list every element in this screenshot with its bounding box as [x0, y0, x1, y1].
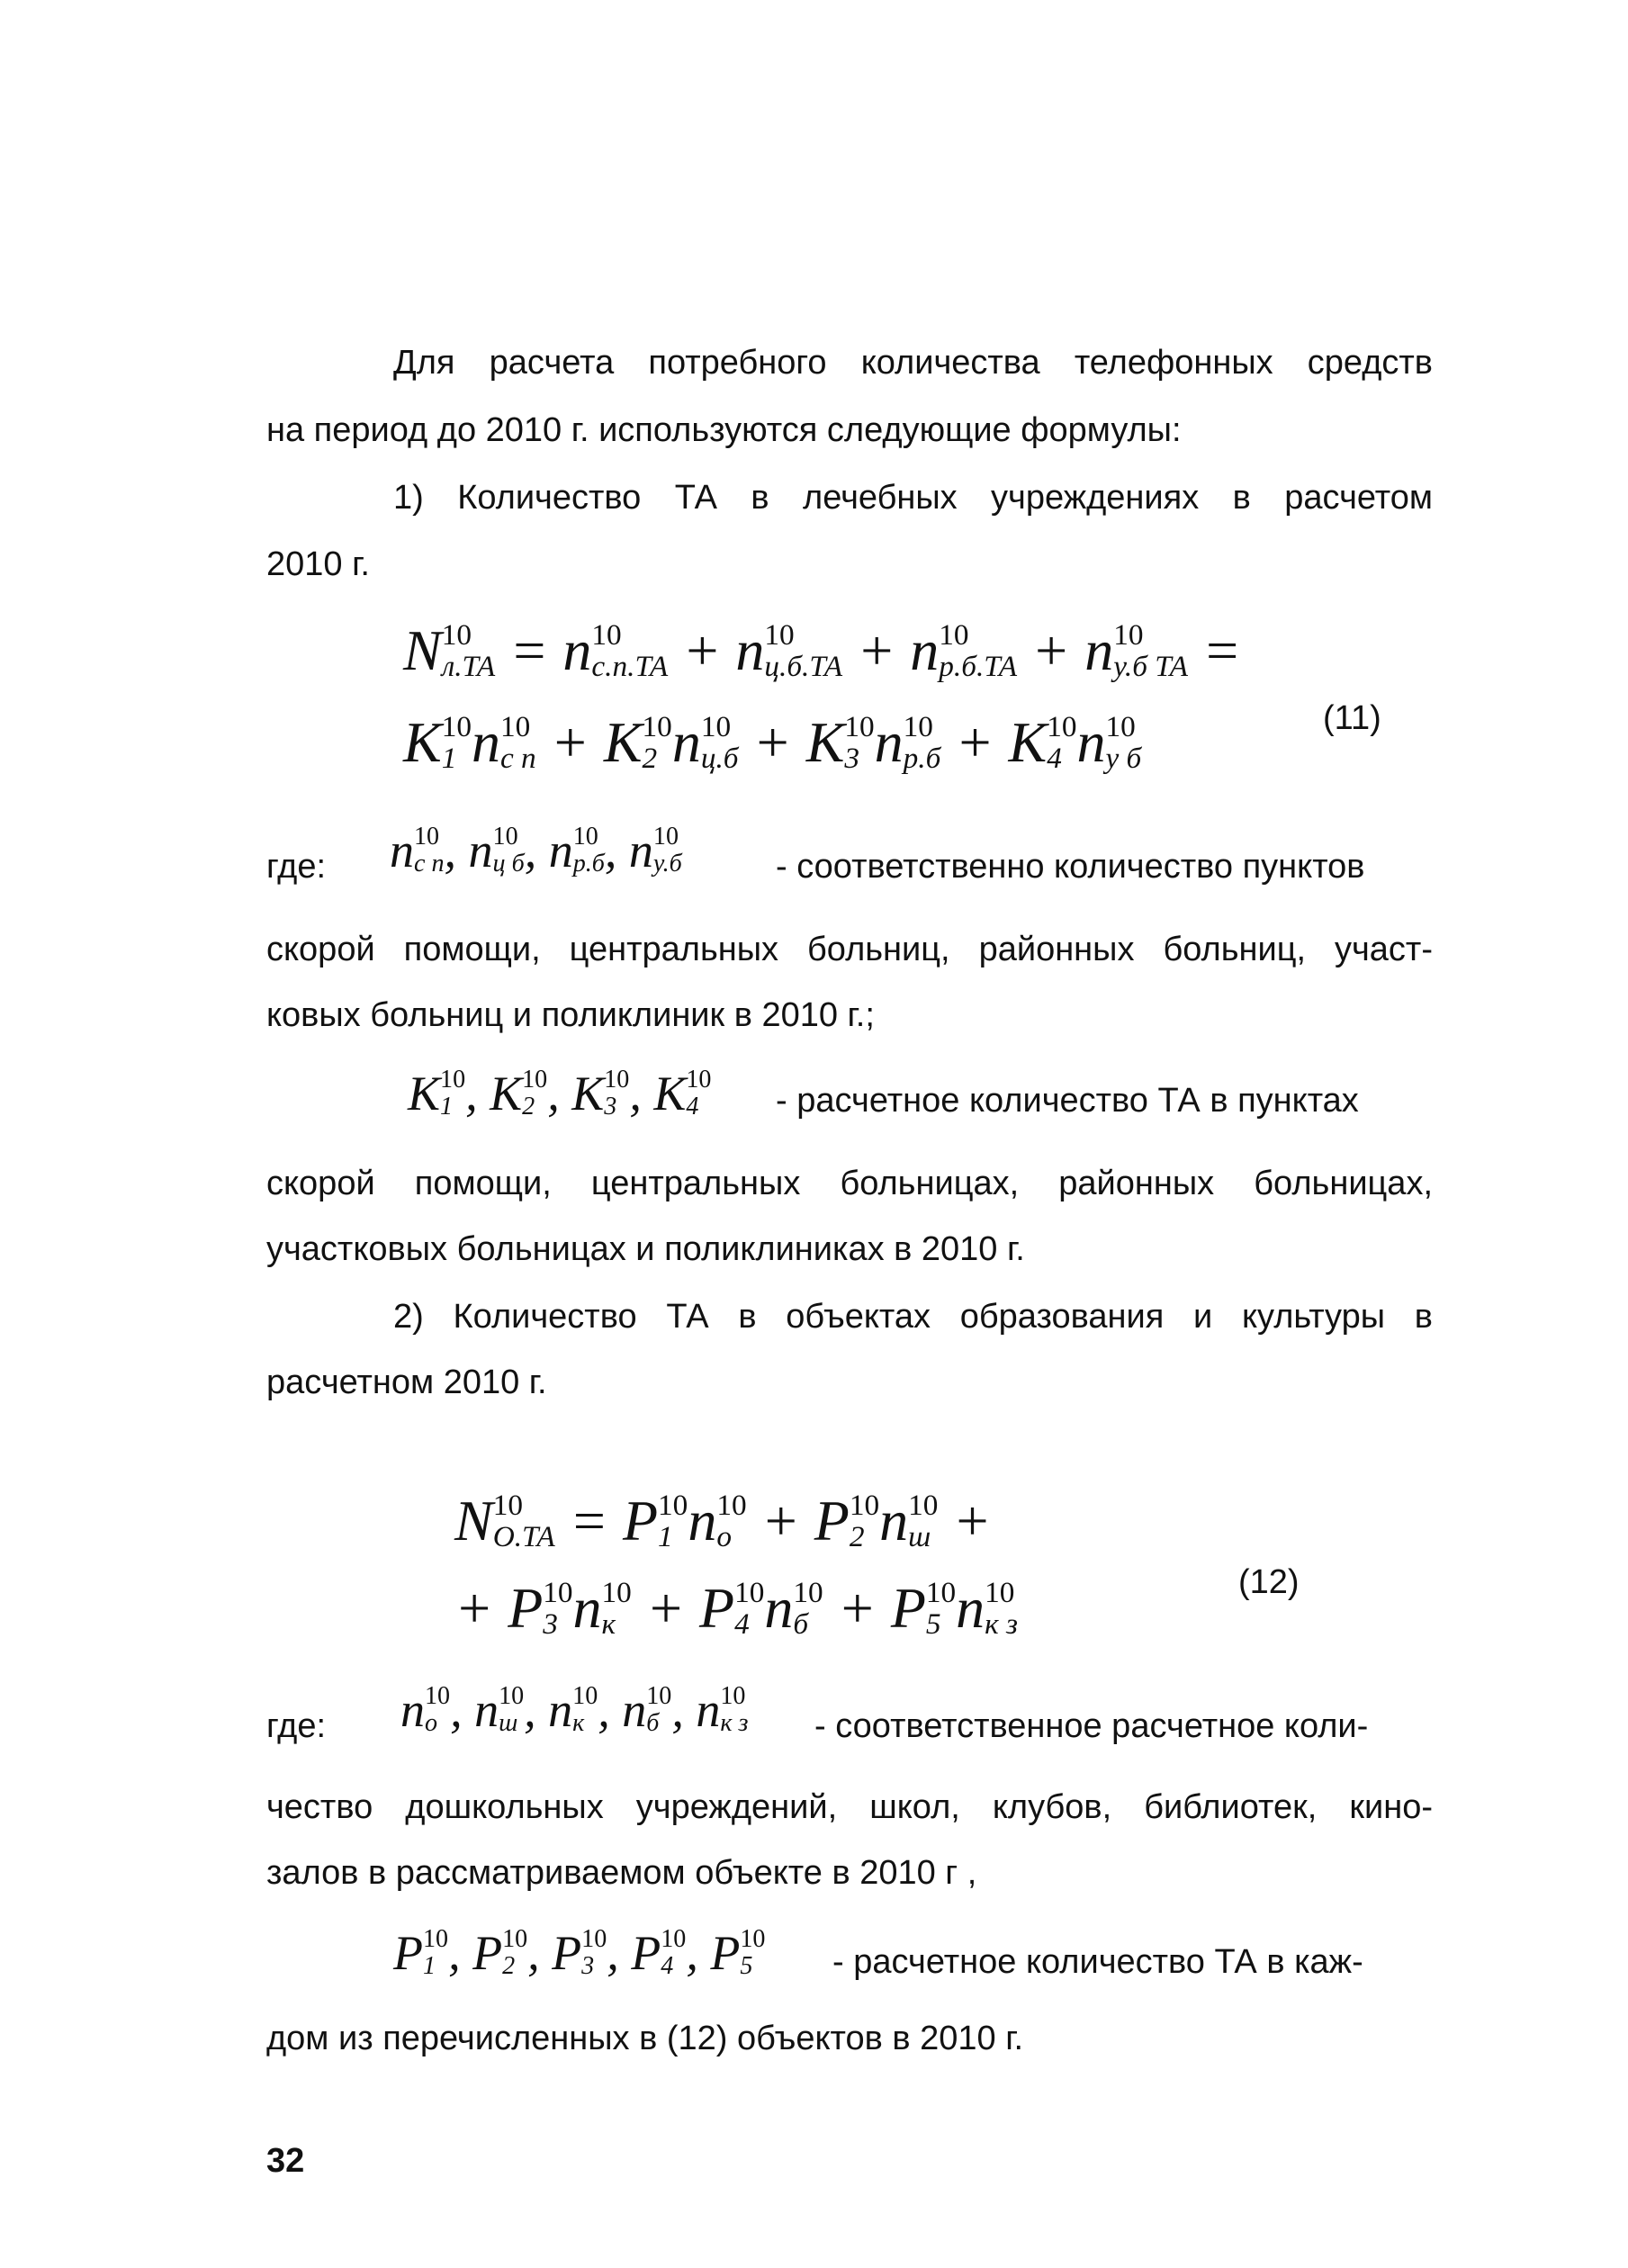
formula-12-line-2: + P 10 3 n 10 к + P 10 4 n 10 б + P 10 5 n 10 к з: [454, 1575, 1019, 1641]
where-2-continuation-2: залов в рассматриваемом объекте в 2010 г ,: [266, 1854, 977, 1892]
where-1-variables: n 10 с п , n 10 ц б , n 10 р.б , n 10 у.б: [390, 823, 682, 878]
where-2-description: - соответственное расчетное коли-: [814, 1707, 1369, 1745]
where-2-label: где:: [266, 1707, 327, 1745]
paragraph-3-line-1: 2) Количество ТА в объектах образования и культуры в: [393, 1298, 1433, 1336]
where-1-continuation-2: ковых больниц и поликлиник в 2010 г.;: [266, 996, 875, 1034]
formula-11-line-1: N 10 л.ТА = n 10 с.п.ТА + n 10 ц.б.ТА + n 10 р.б.ТА + n 10 у.б ТА =: [403, 617, 1242, 683]
k-continuation-1: скорой помощи, центральных больницах, районных больницах,: [266, 1165, 1433, 1202]
p-description: - расчетное количество ТА в каж-: [832, 1943, 1363, 1981]
formula-12-line-1: N 10 О.ТА = P 10 1 n 10 о + P 10 2 n 10 ш +: [454, 1488, 992, 1553]
where-1-continuation-1: скорой помощи, центральных больниц, районных больниц, участ-: [266, 931, 1433, 968]
paragraph-2-line-2: 2010 г.: [266, 545, 370, 583]
formula-11-line-2: K 10 1 n 10 с п + K 10 2 n 10 ц.б + K 10 3 n 10 р.б + K 10 4 n 10 у б: [403, 709, 1142, 775]
p-variables: P 10 1 , P 10 2 , P 10 3 , P 10 4 , P 10 5: [393, 1925, 766, 1980]
k-variables: K 10 1 , K 10 2 , K 10 3 , K 10 4: [408, 1066, 712, 1120]
paragraph-1-line-1: Для расчета потребного количества телефонных средств: [393, 344, 1433, 382]
where-1-description: - соответственно количество пунктов: [776, 848, 1365, 886]
where-2-variables: n 10 о , n 10 ш , n 10 к , n 10 б , n 10 к з: [400, 1682, 749, 1737]
paragraph-2-line-1: 1) Количество ТА в лечебных учреждениях в расчетом: [393, 479, 1433, 517]
equation-number-11: (11): [1323, 699, 1381, 737]
p-continuation-1: дом из перечисленных в (12) объектов в 2010 г.: [266, 2020, 1024, 2057]
k-description: - расчетное количество ТА в пунктах: [776, 1082, 1359, 1120]
where-1-label: где:: [266, 848, 327, 886]
paragraph-3-line-2: расчетном 2010 г.: [266, 1364, 547, 1401]
equation-number-12: (12): [1238, 1563, 1300, 1601]
k-continuation-2: участковых больницах и поликлиниках в 2010 г.: [266, 1230, 1025, 1268]
paragraph-1-line-2: на период до 2010 г. используются следующие формулы:: [266, 411, 1182, 449]
page-number: 32: [266, 2142, 305, 2180]
where-2-continuation-1: чество дошкольных учреждений, школ, клубов, библиотек, кино-: [266, 1788, 1433, 1826]
